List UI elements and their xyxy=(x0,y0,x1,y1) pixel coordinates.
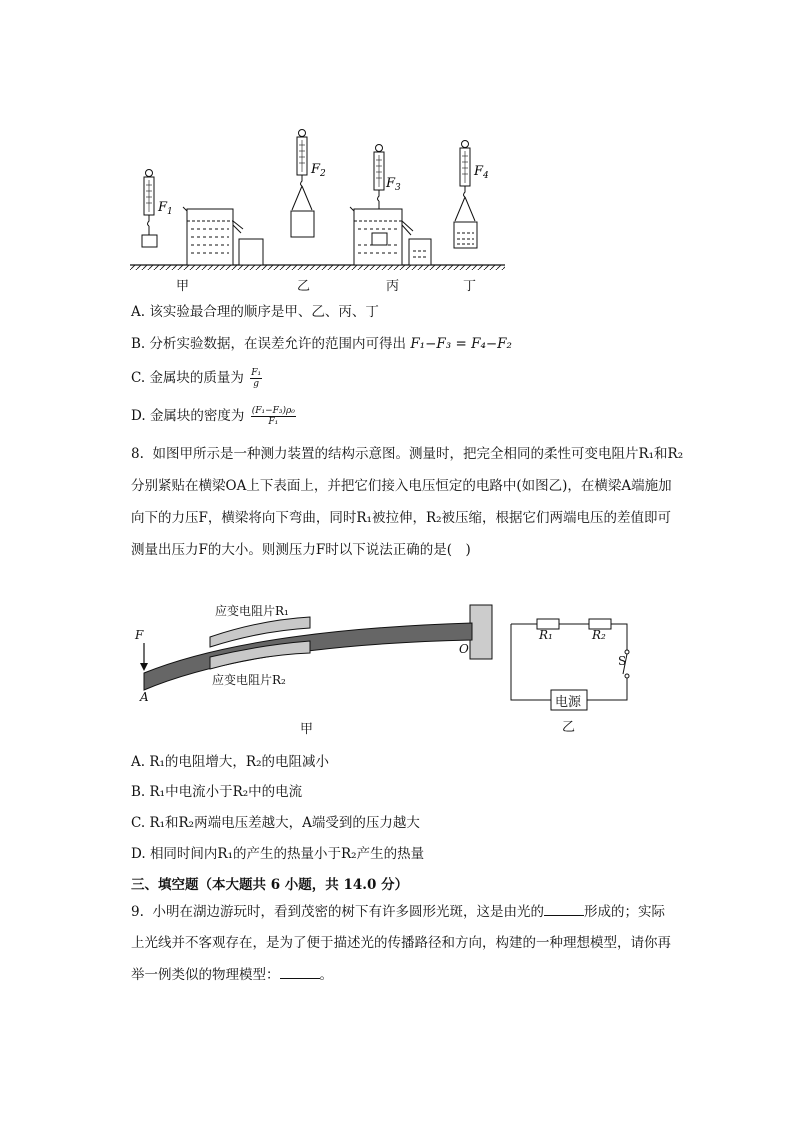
q8-stem-line-3: 向下的力压F，横梁将向下弯曲，同时R₁被拉伸，R₂被压缩，根据它们两端电压的差值即可 xyxy=(131,510,672,526)
q8-option-d[interactable] xyxy=(131,842,424,862)
figure-label-ding: 丁 xyxy=(463,279,477,294)
force-label-f3: $F_3$ xyxy=(386,176,401,193)
answer-blank-1[interactable] xyxy=(544,903,584,916)
q8-text: 如图甲所示是一种测力装置的结构示意图。测量时，把完全相同的柔性可变电阻片R₁和R₂ xyxy=(152,446,684,462)
circuit-label-r1: R₁ xyxy=(539,628,553,642)
q9-line-1 xyxy=(131,898,665,926)
fraction-numerator: (F₁−F₃)ρ₀ xyxy=(251,406,295,416)
q7-option-a[interactable] xyxy=(131,300,379,320)
scale-yi xyxy=(291,130,314,238)
fraction xyxy=(250,368,262,389)
q8-option-b[interactable] xyxy=(131,780,302,800)
option-letter: B. xyxy=(131,784,146,800)
option-text: 金属块的质量为 xyxy=(149,370,244,386)
circuit-label-switch: S xyxy=(618,654,627,668)
option-text: 金属块的密度为 xyxy=(149,408,245,424)
figure-label-bing: 丙 xyxy=(386,279,400,294)
figure-label-yi-2: 乙 xyxy=(562,720,576,735)
option-letter: A. xyxy=(131,754,146,770)
scale-bing xyxy=(350,145,431,266)
force-label-f1: $F_1$ xyxy=(158,200,173,217)
q8-stem-line-1 xyxy=(131,440,683,468)
section-title-fill-in: 三、填空题（本大题共 6 小题，共 14.0 分） xyxy=(131,877,409,893)
q9-text-d: 。 xyxy=(319,967,333,983)
overflow-beaker-jia xyxy=(183,207,263,265)
figure-label-jia: 甲 xyxy=(176,279,190,294)
option-text: 该实验最合理的顺序是甲、乙、丙、丁 xyxy=(149,304,379,320)
option-letter: C. xyxy=(131,815,146,831)
fraction xyxy=(251,406,296,427)
figure-label-yi: 乙 xyxy=(297,279,311,294)
label-gauge-r2: 应变电阻片R₂ xyxy=(212,673,286,687)
fraction-numerator: F₁ xyxy=(251,368,262,378)
label-point-a: A xyxy=(140,690,149,704)
option-letter: D. xyxy=(131,408,146,424)
force-label-f2: $F_2$ xyxy=(311,162,326,179)
question-number: 9. xyxy=(131,904,144,920)
answer-blank-2[interactable] xyxy=(280,966,320,979)
label-force-f: F xyxy=(135,628,144,642)
figure-spring-scale-experiment xyxy=(125,125,510,300)
figure-label-jia-2: 甲 xyxy=(300,722,314,737)
q8-option-c[interactable] xyxy=(131,811,420,831)
q9-line-3 xyxy=(131,961,333,989)
option-letter: C. xyxy=(131,370,146,386)
q9-text-c: 举一例类似的物理模型： xyxy=(131,967,280,983)
circuit-label-r2: R₂ xyxy=(592,628,606,642)
option-text: R₁的电阻增大，R₂的电阻减小 xyxy=(149,754,329,770)
option-text: R₁中电流小于R₂中的电流 xyxy=(149,784,303,800)
figure-strain-gauge-beam xyxy=(130,595,500,715)
q8-stem-line-4: 测量出压力F的大小。则测压力F时以下说法正确的是( ) xyxy=(131,542,471,558)
option-letter: A. xyxy=(131,304,146,320)
circuit-label-source: 电源 xyxy=(555,695,582,710)
option-text: 相同时间内R₁的产生的热量小于R₂产生的热量 xyxy=(149,846,425,862)
label-gauge-r1: 应变电阻片R₁ xyxy=(215,604,289,618)
q8-option-a[interactable] xyxy=(131,750,329,770)
option-text: 分析实验数据，在误差允许的范围内可得出 xyxy=(149,336,407,352)
label-point-o: O xyxy=(459,642,469,656)
option-formula: F₁−F₃ = F₄−F₂ xyxy=(410,336,512,352)
q8-stem-line-2: 分别紧贴在横梁OA上下表面上，并把它们接入电压恒定的电路中(如图乙)，在横梁A端施加 xyxy=(131,478,672,494)
q7-option-d[interactable] xyxy=(131,404,296,427)
option-text: R₁和R₂两端电压差越大，A端受到的压力越大 xyxy=(149,815,420,831)
option-letter: D. xyxy=(131,846,146,862)
q9-text-b: 形成的；实际 xyxy=(583,904,665,920)
fraction-denominator: F₁ xyxy=(268,417,279,427)
scale-ding xyxy=(454,141,477,249)
option-letter: B. xyxy=(131,336,146,352)
scale-jia xyxy=(142,170,157,248)
q7-option-c[interactable] xyxy=(131,366,262,389)
fraction-denominator: g xyxy=(253,379,260,389)
q9-line-2: 上光线并不客观存在，是为了便于描述光的传播路径和方向，构建的一种理想模型，请你再 xyxy=(131,935,671,951)
question-number: 8. xyxy=(131,446,144,462)
force-label-f4: $F_4$ xyxy=(474,164,489,181)
q9-text-a: 小明在湖边游玩时，看到茂密的树下有许多圆形光斑，这是由光的 xyxy=(152,904,544,920)
q7-option-b[interactable] xyxy=(131,332,512,352)
